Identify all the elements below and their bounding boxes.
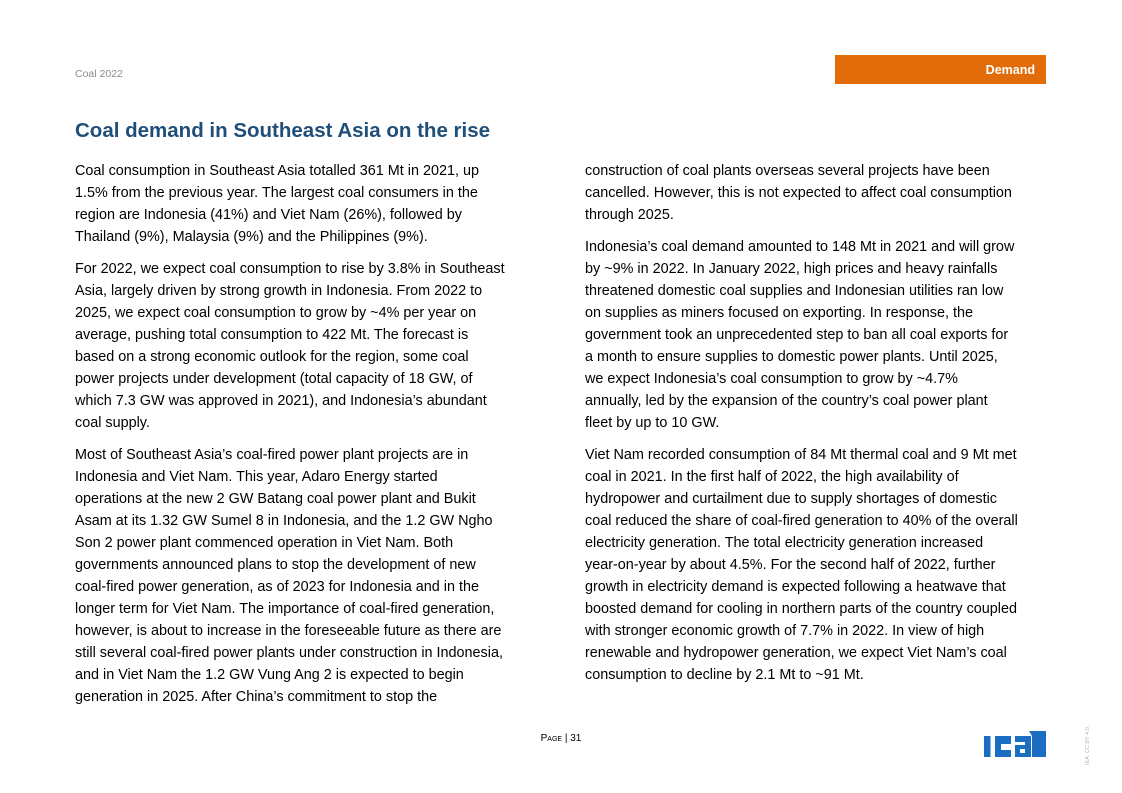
text-line: with stronger economic growth of 7.7% in 2022. In view of high	[585, 623, 985, 639]
text-line: on supplies as miners focused on exporting. In response, the	[585, 305, 973, 321]
logo-letter-a	[1015, 736, 1031, 757]
text-line: which 7.3 GW was approved in 2021), and Indonesia’s abundant	[75, 393, 487, 409]
text-line: and in Viet Nam the 1.2 GW Vung Ang 2 is expected to begin	[75, 667, 464, 683]
text-line: Coal consumption in Southeast Asia totalled 361 Mt in 2021, up	[75, 163, 479, 179]
text-line: renewable and hydropower generation, we expect Viet Nam’s coal	[585, 645, 1007, 661]
text-line: longer term for Viet Nam. The importance of coal-fired generation,	[75, 601, 495, 617]
text-line: Thailand (9%), Malaysia (9%) and the Philippines (9%).	[75, 229, 428, 245]
text-line: operations at the new 2 GW Batang coal power plant and Bukit	[75, 491, 476, 507]
text-line: Asam at its 1.32 GW Sumel 8 in Indonesia, and the 1.2 GW Ngho	[75, 513, 493, 529]
paragraph	[75, 160, 541, 248]
text-line: growth in electricity demand is expected following a heatwave that	[585, 579, 1006, 595]
logo-letter-e	[995, 736, 1011, 757]
text-line: cancelled. However, this is not expected to affect coal consumption	[585, 185, 1012, 201]
text-line: hydropower and curtailment due to supply shortages of domestic	[585, 491, 997, 507]
text-line: coal supply.	[75, 415, 150, 431]
page-label: Page	[540, 733, 563, 744]
text-line: Son 2 power plant commenced operation in Viet Nam. Both	[75, 535, 454, 551]
text-line: Viet Nam recorded consumption of 84 Mt thermal coal and 9 Mt met	[585, 447, 1017, 463]
text-line: still several coal-fired power plants under construction in Indonesia,	[75, 645, 503, 661]
text-line: through 2025.	[585, 207, 674, 223]
page-title: Coal demand in Southeast Asia on the rise	[75, 119, 491, 142]
text-line: governments announced plans to stop the development of new	[75, 557, 476, 573]
text-line: consumption to decline by 2.1 Mt to ~91 Mt.	[585, 667, 864, 683]
text-line: generation in 2025. After China’s commitment to stop the	[75, 689, 438, 705]
right-column	[585, 160, 1060, 696]
logo-accent	[1029, 731, 1046, 757]
page-number-value: 31	[570, 733, 582, 744]
left-column	[75, 160, 541, 718]
text-line: by ~9% in 2022. In January 2022, high prices and heavy rainfalls	[585, 261, 998, 277]
text-line: coal in 2021. In the first half of 2022, the high availability of	[585, 469, 959, 485]
text-line: however, is about to increase in the foreseeable future as there are	[75, 623, 502, 639]
text-line: electricity generation. The total electricity generation increased	[585, 535, 984, 551]
text-line: construction of coal plants overseas several projects have been	[585, 163, 990, 179]
paragraph	[75, 444, 541, 708]
text-line: based on a strong economic outlook for the region, some coal	[75, 349, 469, 365]
text-line: 1.5% from the previous year. The largest coal consumers in the	[75, 185, 478, 201]
text-line: Indonesia and Viet Nam. This year, Adaro Energy started	[75, 469, 438, 485]
text-line: power projects under development (total capacity of 18 GW, of	[75, 371, 473, 387]
text-line: threatened domestic coal supplies and Indonesian utilities ran low	[585, 283, 1004, 299]
iea-logo-icon	[984, 731, 1046, 757]
section-tab-demand: Demand	[835, 55, 1046, 84]
text-line: Asia, largely driven by strong growth in Indonesia. From 2022 to	[75, 283, 483, 299]
text-line: we expect Indonesia’s coal consumption to grow by ~4.7%	[585, 371, 958, 387]
text-line: annually, led by the expansion of the country’s coal power plant	[585, 393, 988, 409]
paragraph	[75, 258, 541, 434]
paragraph	[585, 444, 1060, 686]
text-line: Indonesia’s coal demand amounted to 148 Mt in 2021 and will grow	[585, 239, 1015, 255]
page-separator: |	[562, 733, 571, 744]
text-line: coal-fired power generation, as of 2023 for Indonesia and in the	[75, 579, 480, 595]
text-line: average, pushing total consumption to 422 Mt. The forecast is	[75, 327, 469, 343]
text-line: fleet by up to 10 GW.	[585, 415, 720, 431]
text-line: coal reduced the share of coal-fired generation to 40% of the overall	[585, 513, 1018, 529]
text-line: year-on-year by about 4.5%. For the second half of 2022, further	[585, 557, 996, 573]
running-header-title: Coal 2022	[75, 68, 123, 80]
logo-letter-i	[984, 736, 991, 757]
text-line: government took an unprecedented step to ban all coal exports for	[585, 327, 1009, 343]
text-line: 2025, we expect coal consumption to grow by ~4% per year on	[75, 305, 477, 321]
text-line: region are Indonesia (41%) and Viet Nam (26%), followed by	[75, 207, 462, 223]
text-line: boosted demand for cooling in northern parts of the country coupled	[585, 601, 1017, 617]
license-note: IEA. CC BY 4.0.	[1085, 725, 1091, 765]
text-line: For 2022, we expect coal consumption to rise by 3.8% in Southeast	[75, 261, 505, 277]
paragraph	[585, 236, 1060, 434]
text-line: Most of Southeast Asia’s coal-fired power plant projects are in	[75, 447, 469, 463]
paragraph	[585, 160, 1060, 226]
text-line: a month to ensure supplies to domestic power plants. Until 2025,	[585, 349, 998, 365]
page-number	[0, 733, 1122, 744]
